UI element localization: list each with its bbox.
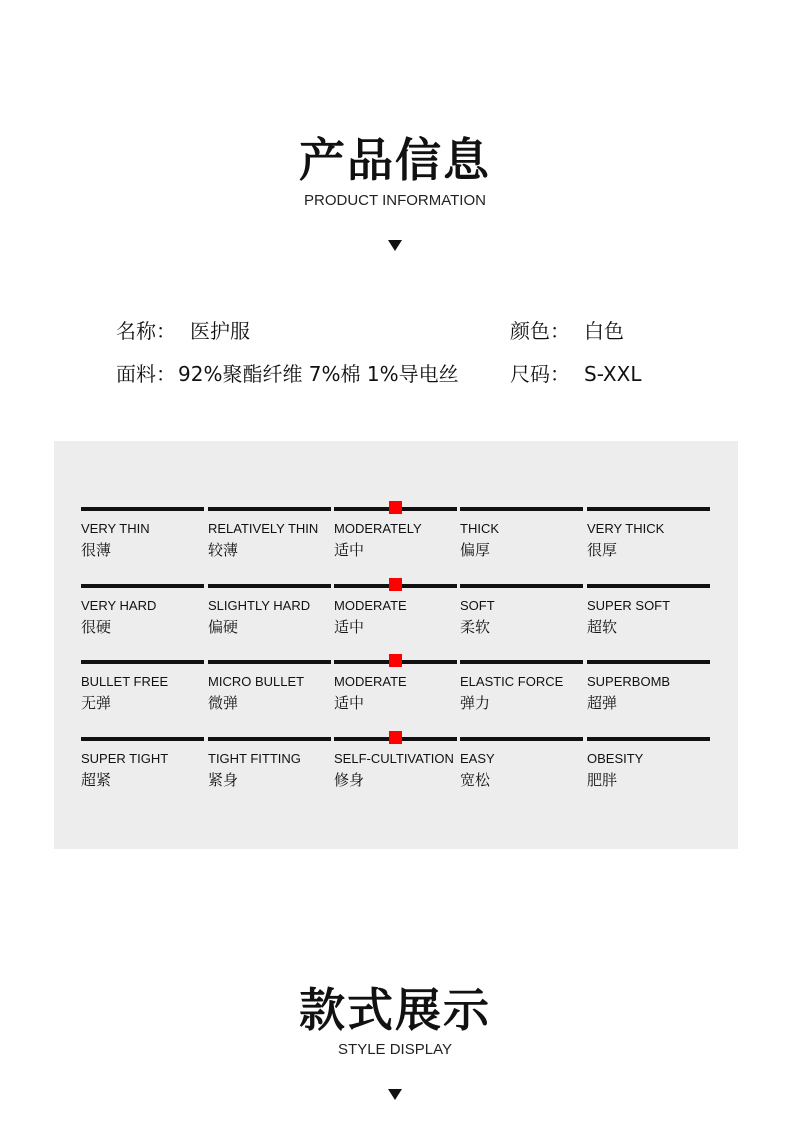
scale-option-label-zh: 超弹 — [587, 694, 618, 712]
selected-marker-icon — [389, 654, 402, 667]
property-scale-row — [81, 660, 711, 720]
product-info-title: 产品信息 — [299, 133, 491, 187]
scale-option-label-en: BULLET FREE — [81, 674, 169, 689]
scale-option — [81, 584, 204, 644]
size-row — [510, 358, 641, 387]
scale-bar — [460, 584, 583, 588]
scale-bar — [460, 737, 583, 741]
scale-option — [208, 660, 331, 720]
scale-bar — [587, 584, 710, 588]
scale-option-label-en: SOFT — [460, 598, 495, 613]
name-row — [116, 315, 250, 344]
scale-option-label-en: MODERATELY — [334, 521, 422, 536]
scale-bar — [208, 737, 331, 741]
size-value: S-XXL — [584, 362, 642, 386]
scale-option-label-en: VERY THIN — [81, 521, 150, 536]
selected-marker-icon — [389, 731, 402, 744]
scale-option — [587, 737, 710, 797]
triangle-down-icon — [388, 1089, 402, 1100]
color-label: 颜色： — [510, 319, 570, 343]
scale-option-label-en: SUPER SOFT — [587, 598, 671, 613]
scale-bar — [81, 660, 204, 664]
name-value: 医护服 — [190, 319, 250, 343]
scale-option — [208, 584, 331, 644]
scale-option-label-zh: 宽松 — [460, 771, 491, 789]
scale-option-label-zh: 适中 — [334, 694, 365, 712]
scale-option — [460, 507, 583, 567]
scale-option-label-zh: 柔软 — [460, 618, 491, 636]
scale-bar — [208, 660, 331, 664]
scale-option-label-en: SUPERBOMB — [587, 674, 671, 689]
scale-bar — [587, 507, 710, 511]
selected-marker-icon — [389, 578, 402, 591]
scale-bar — [460, 660, 583, 664]
fabric-row — [116, 358, 459, 387]
scale-option — [587, 584, 710, 644]
scale-option-label-en: SLIGHTLY HARD — [208, 598, 311, 613]
scale-option-label-zh: 超紧 — [81, 771, 112, 789]
scale-bar — [81, 584, 204, 588]
color-row — [510, 315, 624, 344]
scale-option-label-zh: 偏厚 — [460, 541, 491, 559]
scale-option-label-zh: 肥胖 — [587, 771, 618, 789]
scale-option-label-zh: 修身 — [334, 771, 365, 789]
scale-option-label-zh: 超软 — [587, 618, 618, 636]
fabric-value: 92%聚酯纤维 7%棉 1%导电丝 — [178, 362, 459, 386]
scale-bar — [460, 507, 583, 511]
scale-bar — [81, 507, 204, 511]
scale-option-label-en: EASY — [460, 751, 495, 766]
scale-option-label-en: VERY THICK — [587, 521, 665, 536]
scale-option — [460, 584, 583, 644]
property-scale-row — [81, 507, 711, 567]
scale-option-label-zh: 适中 — [334, 541, 365, 559]
scale-option — [208, 507, 331, 567]
scale-option-label-en: ELASTIC FORCE — [460, 674, 564, 689]
scale-option — [334, 507, 457, 567]
scale-option — [81, 737, 204, 797]
scale-option-label-en: RELATIVELY THIN — [208, 521, 319, 536]
scale-option — [460, 737, 583, 797]
scale-option-label-zh: 很厚 — [587, 541, 618, 559]
scale-option-label-zh: 很薄 — [81, 541, 112, 559]
scale-option-label-en: VERY HARD — [81, 598, 157, 613]
scale-option-label-zh: 微弹 — [208, 694, 239, 712]
scale-option — [587, 660, 710, 720]
scale-option — [460, 660, 583, 720]
scale-option — [334, 660, 457, 720]
scale-bar — [81, 737, 204, 741]
scale-option — [208, 737, 331, 797]
scale-option-label-en: TIGHT FITTING — [208, 751, 301, 766]
size-label: 尺码： — [510, 362, 570, 386]
scale-option-label-en: MODERATE — [334, 598, 407, 613]
scale-option — [334, 737, 457, 797]
scale-option — [587, 507, 710, 567]
name-label: 名称： — [116, 319, 176, 343]
scale-option-label-zh: 很硬 — [81, 618, 112, 636]
fabric-properties-panel — [54, 441, 738, 849]
scale-option-label-en: OBESITY — [587, 751, 644, 766]
triangle-down-icon — [388, 240, 402, 251]
scale-option-label-en: MICRO BULLET — [208, 674, 305, 689]
style-display-title: 款式展示 — [299, 983, 491, 1037]
scale-option — [81, 507, 204, 567]
scale-option-label-zh: 偏硬 — [208, 618, 239, 636]
scale-option-label-zh: 适中 — [334, 618, 365, 636]
scale-option-label-zh: 紧身 — [208, 771, 239, 789]
scale-bar — [208, 584, 331, 588]
selected-marker-icon — [389, 501, 402, 514]
scale-bar — [587, 737, 710, 741]
fabric-label: 面料： — [116, 362, 176, 386]
scale-option — [334, 584, 457, 644]
scale-bar — [208, 507, 331, 511]
property-scale-row — [81, 737, 711, 797]
style-display-subtitle: STYLE DISPLAY — [338, 1041, 452, 1058]
scale-option-label-en: SUPER TIGHT — [81, 751, 169, 766]
color-value: 白色 — [584, 319, 624, 343]
property-scale-row — [81, 584, 711, 644]
scale-bar — [587, 660, 710, 664]
scale-option-label-zh: 无弹 — [81, 694, 112, 712]
scale-option-label-en: MODERATE — [334, 674, 407, 689]
scale-option-label-en: SELF-CULTIVATION — [334, 751, 454, 766]
scale-option-label-zh: 较薄 — [208, 541, 239, 559]
scale-option-label-en: THICK — [460, 521, 499, 536]
scale-option-label-zh: 弹力 — [460, 694, 491, 712]
product-info-subtitle: PRODUCT INFORMATION — [304, 192, 486, 209]
scale-option — [81, 660, 204, 720]
